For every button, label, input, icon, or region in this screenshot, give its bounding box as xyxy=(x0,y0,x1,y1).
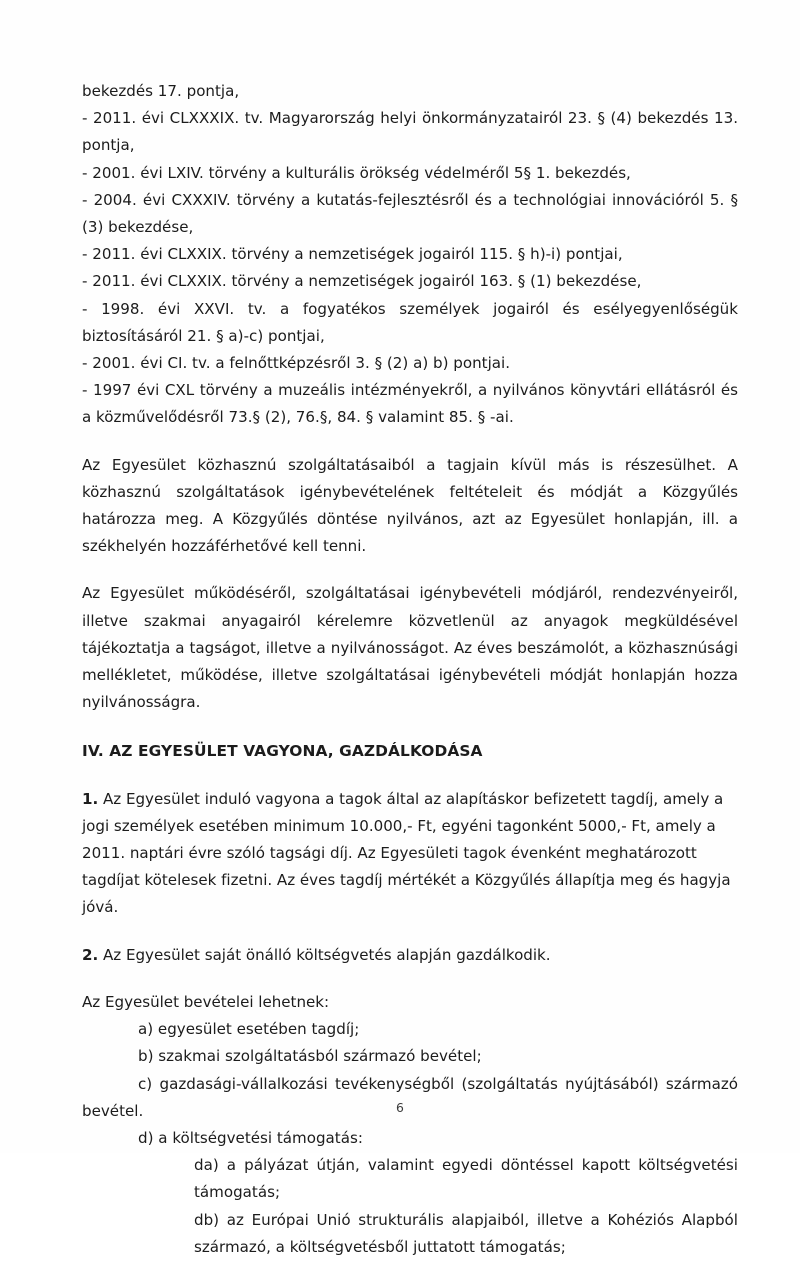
paragraph-public-services: Az Egyesület közhasznú szolgáltatásaiból a tagjain kívül más is részesülhet. A közhasznú szolgáltatások igénybevételének feltételeit és módját a Közgyűlés határozza meg. A Közgyűlés döntése nyilvános, azt az Egyesület honlapján, ill. a székhelyén hozzáférhetővé kell tenni. xyxy=(82,455,738,556)
list-item: - 1997 évi CXL törvény a muzeális intézményekről, a nyilvános könyvtári ellátásról és a közművelődésről 73.§ (2), 76.§, 84. § valamint 85. § -ai. xyxy=(82,381,738,427)
list-item: - 2001. évi CI. tv. a felnőttképzésről 3. § (2) a) b) pontjai. xyxy=(82,354,511,373)
paragraph-point-2 xyxy=(82,942,738,969)
revenue-item-b: b) szakmai szolgáltatásból származó bevétel; xyxy=(138,1047,482,1066)
section-heading-iv: IV. AZ EGYESÜLET VAGYONA, GAZDÁLKODÁSA xyxy=(82,742,483,761)
point-2-text: Az Egyesület saját önálló költségvetés alapján gazdálkodik. xyxy=(102,945,551,964)
point-1-text: Az Egyesület induló vagyona a tagok által az alapításkor befizetett tagdíj, amely a jogi személyek esetében minimum 10.000,- Ft, egyéni tagonként 5000,- Ft, amely a 2011. naptári évre szóló tagsági díj. Az Egyesületi tagok évenként meghatározott tagdíjat kötelesek fizetni. Az éves tagdíj mértékét a Közgyűlés állapítja meg és hagyja jóvá. xyxy=(82,789,731,917)
revenue-item-a: a) egyesület esetében tagdíj; xyxy=(138,1020,360,1039)
budget-support-item-da: da) a pályázat útján, valamint egyedi döntéssel kapott költségvetési támogatás; xyxy=(194,1156,738,1202)
list-item: - 1998. évi XXVI. tv. a fogyatékos személyek jogairól és esélyegyenlőségük biztosításáról 21. § a)-c) pontjai, xyxy=(82,299,738,345)
paragraph-point-1 xyxy=(82,786,738,922)
revenue-item-c: c) gazdasági-vállalkozási tevékenységből (szolgáltatás nyújtásából) származó bevétel. xyxy=(82,1074,738,1120)
revenue-item-d: d) a költségvetési támogatás: xyxy=(138,1128,363,1147)
list-item: - 2011. évi CLXXIX. törvény a nemzetiségek jogairól 163. § (1) bekezdése, xyxy=(82,272,642,291)
point-2-number: 2. xyxy=(82,945,99,964)
budget-support-item-db: db) az Európai Unió strukturális alapjaiból, illetve a Kohéziós Alapból származó, a költségvetésből juttatott támogatás; xyxy=(194,1210,738,1256)
paragraph-information: Az Egyesület működéséről, szolgáltatásai igénybevételi módjáról, rendezvényeiről, illetve szakmai anyagairól kérelemre közvetlenül az anyagok megküldésével tájékoztatja a tagságot, illetve a nyilvánosságot. Az éves beszámolót, a közhasznúsági mellékletet, működése, illetve szolgáltatásai igénybevételi módját honlapján hozza nyilvánosságra. xyxy=(82,584,738,712)
statute-reference-list xyxy=(82,78,738,432)
page-content xyxy=(82,78,738,1261)
list-item: bekezdés 17. pontja, xyxy=(82,82,240,100)
list-item: - 2011. évi CLXXXIX. tv. Magyarország helyi önkormányzatairól 23. § (4) bekezdés 13. pontja, xyxy=(82,109,738,155)
list-item: - 2001. évi LXIV. törvény a kulturális örökség védelméről 5§ 1. bekezdés, xyxy=(82,163,631,182)
list-item: - 2011. évi CLXXIX. törvény a nemzetiségek jogairól 115. § h)-i) pontjai, xyxy=(82,245,623,264)
revenue-lead-in: Az Egyesület bevételei lehetnek: xyxy=(82,992,330,1011)
list-item: - 2004. évi CXXXIV. törvény a kutatás-fejlesztésről és a technológiai innovációról 5. § (3) bekezdése, xyxy=(82,190,738,237)
page-number: 6 xyxy=(396,1100,404,1115)
point-1-number: 1. xyxy=(82,789,99,808)
